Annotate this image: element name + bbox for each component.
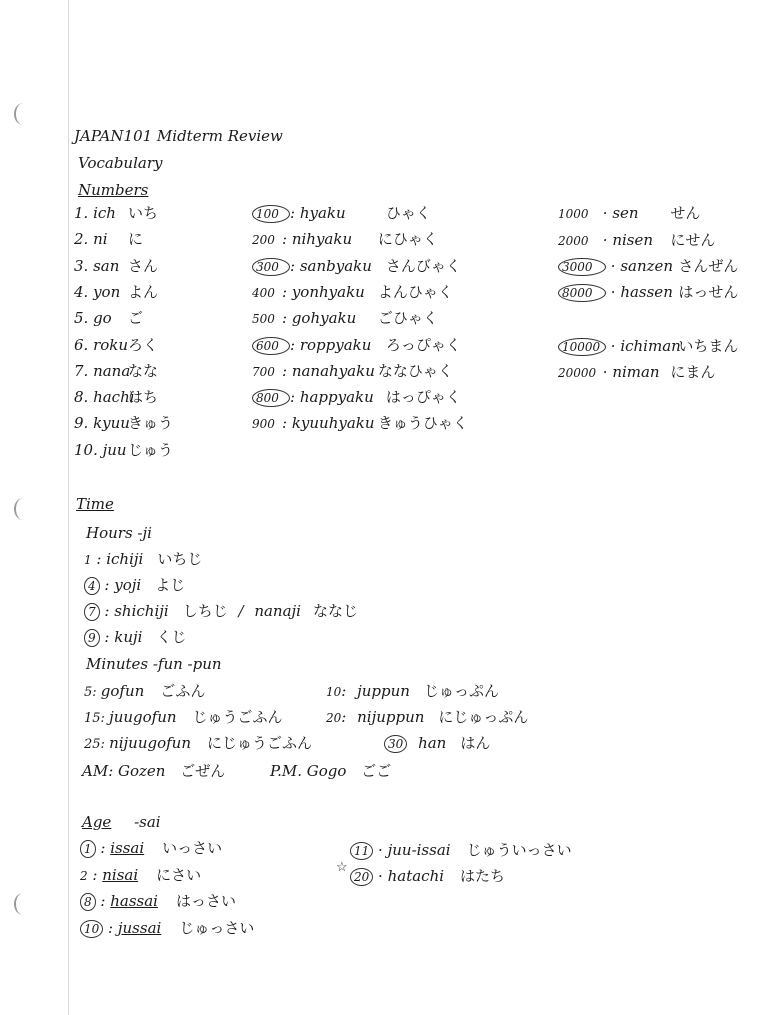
number-row xyxy=(252,335,461,355)
dot: · xyxy=(606,283,621,301)
romaji: hatachi xyxy=(387,867,445,885)
kana: にじゅうごふん xyxy=(207,734,313,752)
age-row xyxy=(350,840,572,860)
number-value: 700 xyxy=(252,364,275,379)
dot: · xyxy=(373,841,388,859)
romaji: hassai xyxy=(110,892,158,910)
am-label: AM: Gozen xyxy=(82,762,166,780)
number-row xyxy=(74,335,158,355)
romaji: nihyaku xyxy=(291,230,353,249)
hour-row xyxy=(84,601,358,621)
romaji: 4. yon xyxy=(74,282,121,301)
number-row xyxy=(74,387,158,407)
romaji: sen xyxy=(612,204,639,222)
kana: しちじ xyxy=(182,602,228,620)
hour-number: 9 xyxy=(84,629,100,647)
minute-number: 15: xyxy=(84,711,110,726)
kana: じゅうごふん xyxy=(192,708,283,726)
number-row xyxy=(558,203,700,224)
age-number: 1 xyxy=(80,840,96,858)
number-row xyxy=(74,203,158,223)
minute-row xyxy=(384,733,490,753)
hours-heading: Hours -ji xyxy=(86,524,152,542)
age-row xyxy=(80,865,201,886)
kana: さんぜん xyxy=(678,257,739,275)
kana: よじ xyxy=(155,576,186,594)
romaji: ichiji xyxy=(106,550,144,568)
romaji: 1. ich xyxy=(74,204,116,222)
number-row xyxy=(74,308,143,328)
number-value: 8000 xyxy=(558,284,606,302)
romaji: han xyxy=(418,734,447,752)
colon: : xyxy=(290,204,300,222)
romaji: ichiman xyxy=(620,337,681,355)
minute-number: 20 xyxy=(326,711,342,725)
kana: はっせん xyxy=(678,283,739,301)
dot: · xyxy=(606,257,621,275)
age-number: 20 xyxy=(350,868,373,886)
number-row xyxy=(74,361,158,381)
pm-kana: ごご xyxy=(361,762,392,780)
dot: · xyxy=(373,867,388,885)
age-row xyxy=(80,891,236,911)
colon: : xyxy=(91,550,107,568)
romaji: nanaji xyxy=(254,602,301,620)
kana: じゅっぷん xyxy=(423,682,499,700)
kana: くじ xyxy=(156,628,187,646)
romaji: nijuppun xyxy=(357,708,425,726)
kana: いち xyxy=(128,204,159,222)
dot: · xyxy=(598,363,613,381)
number-row xyxy=(74,440,173,460)
minute-row xyxy=(326,681,499,702)
romaji: 6. roku xyxy=(74,335,129,354)
number-value: 10000 xyxy=(558,338,606,356)
kana: にさい xyxy=(156,865,202,884)
minute-row xyxy=(326,707,528,728)
page-title: JAPAN101 Midterm Review xyxy=(74,127,283,145)
number-row xyxy=(558,230,715,251)
number-row xyxy=(252,256,461,276)
romaji: issai xyxy=(110,839,145,857)
numbers-heading: Numbers xyxy=(78,181,149,199)
slash: / xyxy=(233,602,249,620)
number-row xyxy=(252,413,468,434)
number-row xyxy=(74,229,143,249)
romaji: happyaku xyxy=(299,388,374,407)
minute-number: 10 xyxy=(326,685,342,699)
colon: : xyxy=(95,892,111,910)
number-row xyxy=(74,413,173,433)
kana: いちじ xyxy=(157,550,203,568)
number-row xyxy=(252,361,453,382)
dot: · xyxy=(598,230,613,249)
kana: に xyxy=(128,230,144,249)
colon: : xyxy=(99,576,115,594)
kana: ななひゃく xyxy=(377,361,453,380)
age-number: 8 xyxy=(80,893,96,911)
age-row xyxy=(350,866,505,886)
age-suffix: -sai xyxy=(134,813,161,831)
kana: いちまん xyxy=(678,337,739,355)
minutes-heading: Minutes -fun -pun xyxy=(86,655,222,673)
hour-number: 7 xyxy=(84,603,100,621)
hour-row xyxy=(84,627,186,647)
kana: きゅう xyxy=(128,414,174,433)
colon: : xyxy=(282,282,292,301)
number-row xyxy=(252,203,431,223)
romaji: juugofun xyxy=(109,708,177,726)
number-value: 900 xyxy=(252,417,275,432)
kana: じゅっさい xyxy=(179,918,255,937)
minute-number: 5: xyxy=(84,685,101,700)
kana: ごひゃく xyxy=(377,309,438,328)
number-value: 100 xyxy=(252,205,290,223)
kana: はっさい xyxy=(175,892,236,910)
romaji: kyuuhyaku xyxy=(291,414,375,433)
kana: にじゅっぷん xyxy=(438,708,529,726)
romaji: shichiji xyxy=(114,602,169,620)
number-value: 500 xyxy=(252,312,275,327)
romaji: niman xyxy=(612,363,660,381)
hour-number: 4 xyxy=(84,577,100,595)
kana: ご xyxy=(128,309,144,328)
ampm-row xyxy=(82,761,391,781)
minute-number: 30 xyxy=(384,735,407,753)
romaji: gohyaku xyxy=(291,309,357,328)
colon: : xyxy=(341,682,352,700)
binder-hole xyxy=(14,893,32,915)
dot: · xyxy=(598,204,613,222)
minute-row xyxy=(84,707,283,729)
age-row xyxy=(80,838,222,858)
number-value: 1000 xyxy=(558,207,589,221)
romaji: nisen xyxy=(612,230,654,249)
romaji: 2. ni xyxy=(74,230,108,249)
number-row xyxy=(74,282,158,302)
romaji: sanzen xyxy=(620,257,674,275)
kana: さん xyxy=(128,256,159,275)
romaji: 7. nana xyxy=(74,361,131,380)
romaji: nanahyaku xyxy=(291,361,375,380)
colon: : xyxy=(282,361,292,380)
am-kana: ごぜん xyxy=(180,762,226,780)
number-value: 200 xyxy=(252,233,275,248)
romaji: nijuugofun xyxy=(109,734,191,752)
romaji: yonhyaku xyxy=(291,282,365,301)
dot: · xyxy=(606,337,621,355)
hour-number: 1 xyxy=(84,553,92,567)
star-mark: ☆ xyxy=(336,860,348,875)
kana: ごふん xyxy=(160,682,206,700)
number-row xyxy=(558,282,738,302)
binder-hole xyxy=(14,498,32,520)
romaji: yoji xyxy=(114,576,142,594)
kana: よんひゃく xyxy=(377,282,453,301)
age-heading-row xyxy=(82,812,161,832)
kana: なな xyxy=(128,361,159,380)
kana: にひゃく xyxy=(377,230,438,249)
romaji: kuji xyxy=(114,628,143,646)
kana: ろく xyxy=(128,335,159,354)
colon: : xyxy=(99,628,115,646)
number-value: 2000 xyxy=(558,233,589,248)
romaji: gofun xyxy=(100,682,145,700)
kana: にまん xyxy=(670,363,716,381)
minute-number: 25: xyxy=(84,737,110,752)
kana: はち xyxy=(128,388,159,407)
vocabulary-heading: Vocabulary xyxy=(78,154,163,172)
margin-line xyxy=(68,0,69,1015)
kana: じゅう xyxy=(128,440,174,459)
kana: にせん xyxy=(670,230,716,249)
number-row xyxy=(558,336,738,356)
colon: : xyxy=(87,865,103,884)
romaji: juppun xyxy=(357,682,410,700)
colon: : xyxy=(290,256,300,275)
romaji: nisai xyxy=(102,865,139,884)
romaji: 3. san xyxy=(74,256,120,275)
kana: よん xyxy=(128,282,159,301)
number-value: 3000 xyxy=(558,258,606,276)
number-row xyxy=(252,308,438,329)
minute-row xyxy=(84,681,205,703)
kana: きゅうひゃく xyxy=(377,414,468,433)
kana: ひゃく xyxy=(385,204,431,222)
kana: ななじ xyxy=(312,602,358,620)
colon: : xyxy=(290,388,300,407)
number-value: 800 xyxy=(252,389,290,407)
number-value: 400 xyxy=(252,285,275,300)
colon: : xyxy=(290,335,300,354)
colon: : xyxy=(341,708,352,726)
binder-hole xyxy=(14,103,32,125)
number-value: 300 xyxy=(252,258,290,276)
hour-row xyxy=(84,549,202,570)
kana: さんびゃく xyxy=(385,256,461,275)
number-value: 600 xyxy=(252,337,290,355)
number-row xyxy=(558,256,738,276)
hour-row xyxy=(84,575,185,595)
minute-row xyxy=(84,733,312,755)
colon: : xyxy=(103,918,118,937)
kana: いっさい xyxy=(162,839,223,857)
kana: はん xyxy=(460,734,491,752)
kana: はっぴゃく xyxy=(385,388,461,407)
colon: : xyxy=(99,602,115,620)
romaji: 10. juu xyxy=(74,440,127,459)
pm-label: P.M. Gogo xyxy=(270,762,347,780)
colon xyxy=(407,734,412,752)
romaji: 8. hachi xyxy=(74,388,135,407)
number-row xyxy=(252,282,453,303)
kana: ろっぴゃく xyxy=(385,335,461,354)
age-heading: Age xyxy=(82,813,112,831)
romaji: roppyaku xyxy=(299,335,372,354)
colon: : xyxy=(282,230,292,249)
age-number: 11 xyxy=(350,842,373,860)
kana: じゅういっさい xyxy=(466,841,572,859)
age-number: 2 xyxy=(80,868,88,883)
number-row xyxy=(252,387,461,407)
number-row xyxy=(252,229,438,250)
kana: せん xyxy=(670,204,701,222)
number-row xyxy=(74,256,158,276)
number-value: 20000 xyxy=(558,366,597,380)
colon: : xyxy=(95,839,111,857)
time-heading: Time xyxy=(76,495,114,513)
number-row xyxy=(558,362,715,383)
romaji: 9. kyuu xyxy=(74,414,130,433)
romaji: 5. go xyxy=(74,309,112,328)
age-row xyxy=(80,918,254,938)
kana: はたち xyxy=(460,867,506,885)
romaji: hassen xyxy=(620,283,673,301)
romaji: jussai xyxy=(117,918,162,937)
colon: : xyxy=(282,309,292,328)
romaji: juu-issai xyxy=(387,841,451,859)
romaji: sanbyaku xyxy=(299,256,372,275)
colon: : xyxy=(282,414,292,433)
romaji: hyaku xyxy=(299,204,346,222)
age-number: 10 xyxy=(80,920,103,938)
